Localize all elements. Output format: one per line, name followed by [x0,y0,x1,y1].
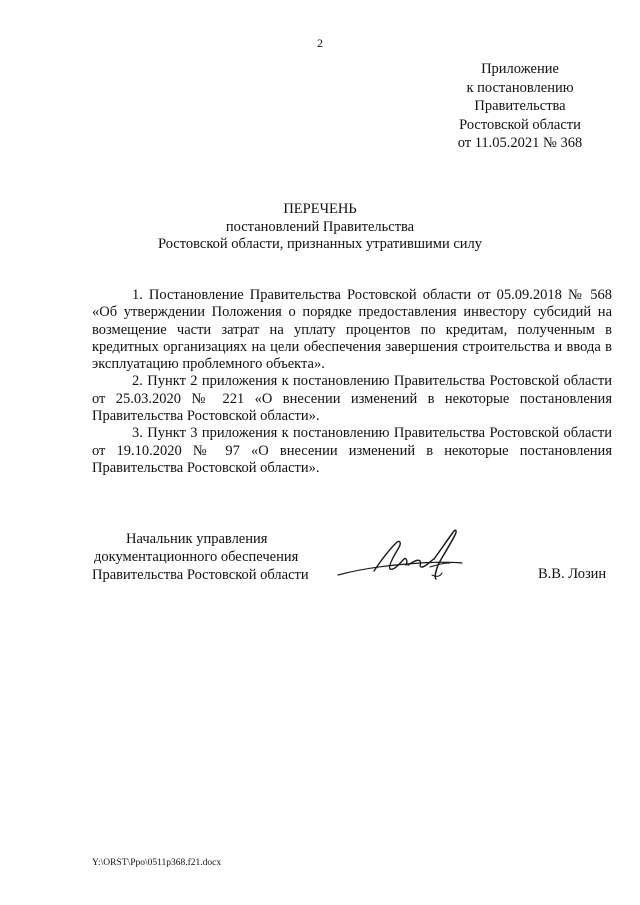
position-line-3: Правительства Ростовской области [92,567,309,583]
appendix-line-4: Ростовской области [459,116,581,133]
list-item: 3. Пункт 3 приложения к постановлению Правительства Ростовской области от 19.10.2020 № 97 «О внесении изменений в некоторые постановления Правительства Ростовской области». [92,425,612,476]
appendix-line-1: Приложение [481,61,559,77]
list-item: 2. Пункт 2 приложения к постановлению Правительства Ростовской области от 25.03.2020 № 221 «О внесении изменений в некоторые постановления Правительства Ростовской области». [92,373,612,425]
signer-name: В.В. Лозин [538,566,607,582]
title-heading: ПЕРЕЧЕНЬ [283,201,357,217]
signer-position [92,530,332,584]
position-line-1: Начальник управления [126,531,268,547]
handwritten-signature [330,521,470,591]
title-line-3: Ростовской области, признанных утратившими силу [157,236,483,252]
document-body [92,287,612,477]
list-item: 1. Постановление Правительства Ростовской области от 05.09.2018 № 568 «Об утверждении Положения о порядке предоставления инвестору субсидий на возмещение части затрат на уплату процентов по кредитам, полученным в кредитных организациях на цели обеспечения завершения строительства и ввода в эксплуатацию проблемного объекта». [92,287,612,373]
appendix-line-3: Правительства [474,98,566,114]
page-number: 2 [317,36,323,50]
appendix-line-5: от 11.05.2021 № 368 [457,135,583,151]
position-line-2: документационного обеспечения [94,549,299,565]
footer-file-path: Y:\ORST\Ppo\0511p368.f21.docx [92,858,222,868]
document-title [0,201,640,254]
appendix-header [430,60,610,153]
appendix-line-2: к постановлению [466,79,574,96]
title-line-2: постановлений Правительства [225,218,415,235]
